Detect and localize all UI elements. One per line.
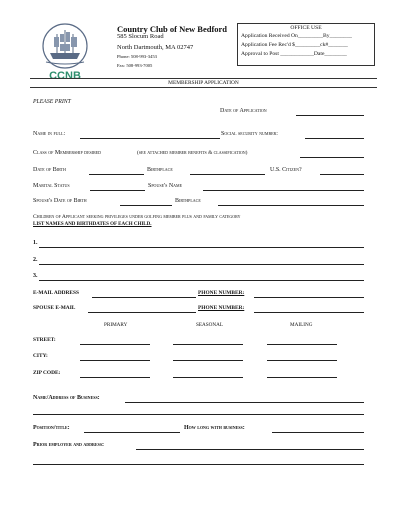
children-list-instructions: LIST NAMES AND BIRTHDATES OF EACH CHILD. xyxy=(33,222,152,227)
membership-class-field[interactable] xyxy=(300,157,364,158)
city-mailing-field[interactable] xyxy=(267,360,337,361)
office-row-approval: Approval to Post ____________Date________ xyxy=(241,51,347,57)
membership-class-label: Class of Membership desired xyxy=(33,150,102,156)
social-security-label: Social security number: xyxy=(221,131,278,137)
birthplace-field[interactable] xyxy=(190,174,265,175)
zip-seasonal-field[interactable] xyxy=(173,377,243,378)
please-print-note: PLEASE PRINT xyxy=(33,99,71,105)
position-field[interactable] xyxy=(84,432,180,433)
email-field[interactable] xyxy=(92,297,196,298)
child-2-field[interactable] xyxy=(39,264,364,265)
how-long-field[interactable] xyxy=(272,432,364,433)
club-name: Country Club of New Bedford xyxy=(117,24,228,34)
street-primary-field[interactable] xyxy=(80,344,150,345)
spouse-email-label: SPOUSE E-MAIL xyxy=(33,305,76,311)
club-phone: Phone: 508-993-3453 xyxy=(117,54,157,59)
spouse-name-label: Spouse's Name xyxy=(148,183,183,189)
spouse-dob-label: Spouse's Date of Birth xyxy=(33,198,87,204)
street-seasonal-field[interactable] xyxy=(173,344,243,345)
office-row-fee: Application Fee Rec'd $_________ck#_______ xyxy=(241,42,348,48)
children-instructions: Children of Applicant seeking privileges under golfing member plus and family category xyxy=(33,214,241,220)
club-fax: Fax: 508-993-7005 xyxy=(117,63,153,68)
zip-primary-field[interactable] xyxy=(80,377,150,378)
position-label: Position/title: xyxy=(33,425,70,431)
club-city: North Dartmouth, MA 02747 xyxy=(117,44,194,51)
prior-employer-label: Prior employer and address: xyxy=(33,442,105,448)
office-use-title: OFFICE USE xyxy=(290,25,322,31)
city-label: CITY: xyxy=(33,353,48,359)
street-mailing-field[interactable] xyxy=(267,344,337,345)
primary-column-header: PRIMARY xyxy=(104,322,128,328)
child-3-label: 3. xyxy=(33,273,38,279)
office-row-received: Application Received On_________By________ xyxy=(241,33,352,39)
spouse-phone-label: PHONE NUMBER: xyxy=(198,305,245,311)
zip-label: ZIP CODE: xyxy=(33,370,61,376)
mailing-column-header: MAILING xyxy=(290,322,313,328)
membership-class-note: (see attached member benefits & classification) xyxy=(137,150,248,156)
form-title: MEMBERSHIP APPLICATION xyxy=(168,80,239,86)
phone-field[interactable] xyxy=(254,297,364,298)
business-field-line-2[interactable] xyxy=(33,414,364,415)
email-label: E-MAIL ADDRESS xyxy=(33,290,79,296)
business-field[interactable] xyxy=(125,402,364,403)
prior-employer-field-line-2[interactable] xyxy=(33,464,364,465)
social-security-field[interactable] xyxy=(305,138,364,139)
spouse-name-field[interactable] xyxy=(203,190,364,191)
child-3-field[interactable] xyxy=(39,280,364,281)
zip-mailing-field[interactable] xyxy=(267,377,337,378)
form-title-banner xyxy=(30,78,377,88)
date-of-birth-field[interactable] xyxy=(89,174,144,175)
city-seasonal-field[interactable] xyxy=(173,360,243,361)
spouse-phone-field[interactable] xyxy=(254,312,364,313)
seasonal-column-header: SEASONAL xyxy=(196,322,224,328)
date-of-application-label: Date of Application xyxy=(220,108,267,114)
spouse-birthplace-label: Birthplace xyxy=(175,198,201,204)
date-of-birth-label: Date of Birth xyxy=(33,167,66,173)
child-2-label: 2. xyxy=(33,257,38,263)
us-citizen-field[interactable] xyxy=(320,174,364,175)
office-use-box xyxy=(237,23,375,66)
marital-status-field[interactable] xyxy=(90,190,145,191)
child-1-label: 1. xyxy=(33,240,38,246)
svg-text:CCNB: CCNB xyxy=(49,70,81,82)
birthplace-label: Birthplace xyxy=(147,167,173,173)
street-label: STREET: xyxy=(33,337,56,343)
spouse-email-field[interactable] xyxy=(88,312,196,313)
club-street: 585 Slocum Road xyxy=(117,33,164,40)
name-in-full-field[interactable] xyxy=(80,138,220,139)
name-in-full-label: Name in full: xyxy=(33,131,66,137)
date-of-application-field[interactable] xyxy=(296,115,364,116)
spouse-dob-field[interactable] xyxy=(120,205,172,206)
phone-label: PHONE NUMBER: xyxy=(198,290,245,296)
prior-employer-field[interactable] xyxy=(136,449,364,450)
marital-status-label: Marital Status xyxy=(33,183,70,189)
business-label: Name/Address of Business: xyxy=(33,395,100,401)
spouse-birthplace-field[interactable] xyxy=(218,205,364,206)
us-citizen-label: U.S. Citizen? xyxy=(270,167,302,173)
how-long-label: How long with business: xyxy=(184,425,245,431)
child-1-field[interactable] xyxy=(39,247,364,248)
city-primary-field[interactable] xyxy=(80,360,150,361)
